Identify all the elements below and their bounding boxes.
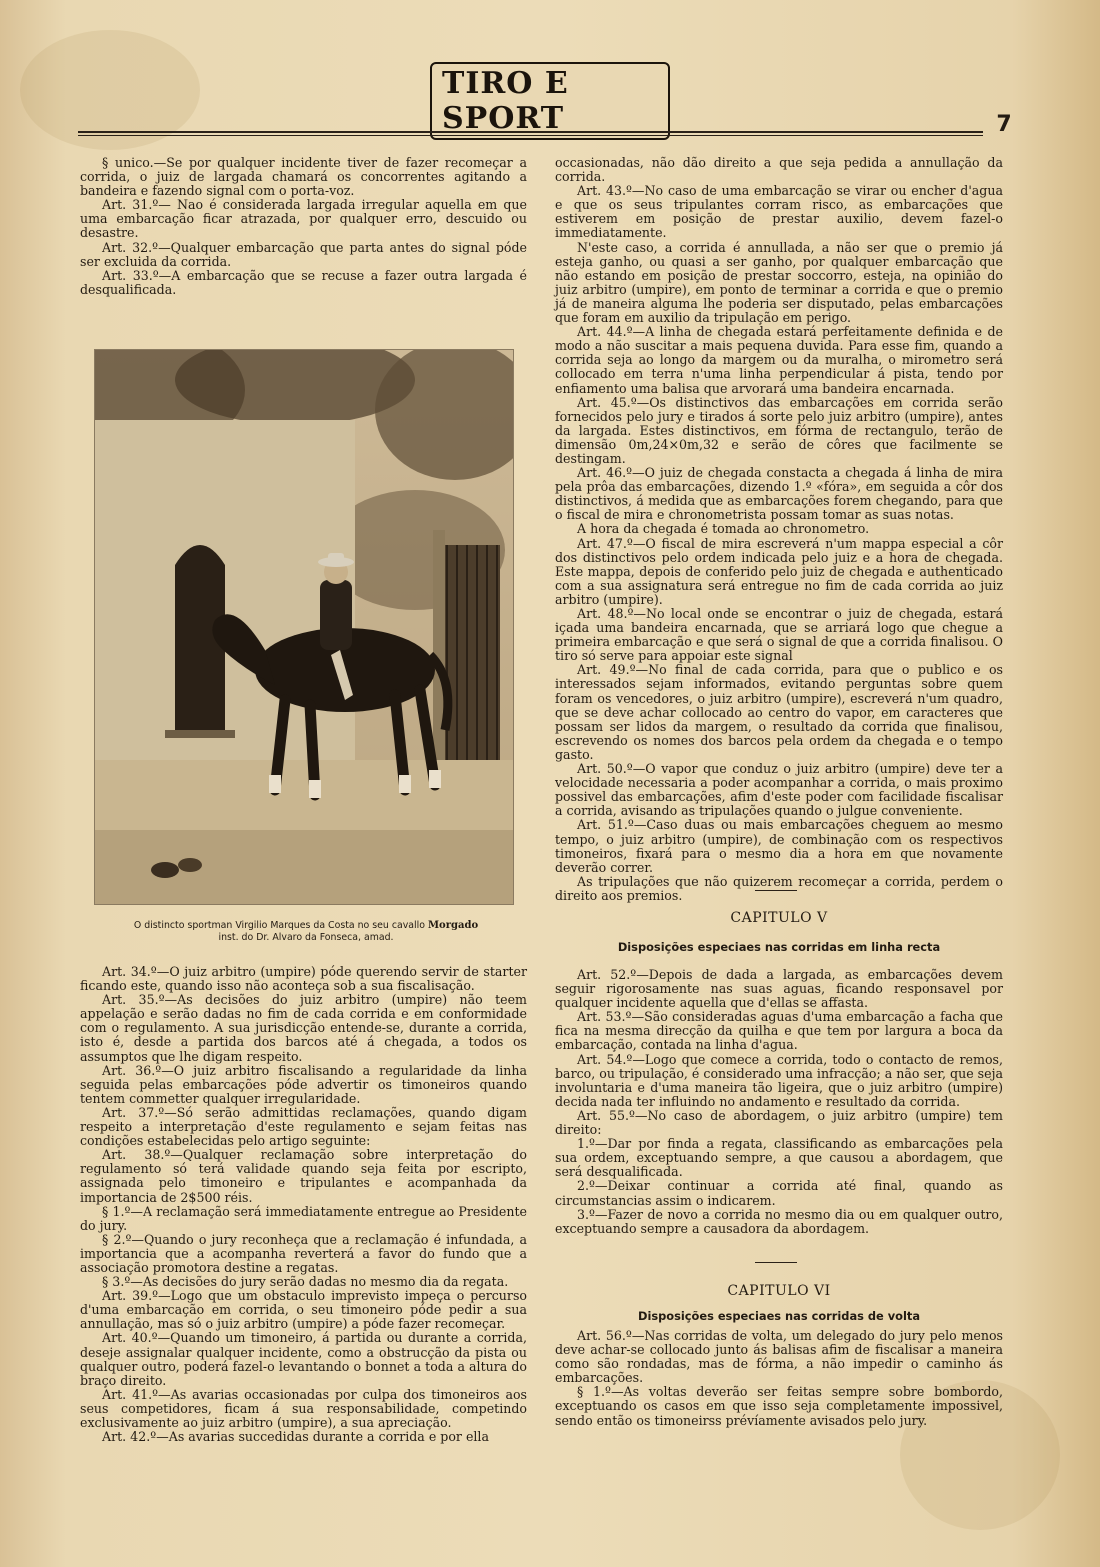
caption-horse-name: Morgado	[427, 920, 479, 931]
chapter-v-title: CAPITULO V	[730, 910, 828, 926]
right-column-middle	[555, 968, 1003, 1236]
paragraph: § unico.—Se por qualquer incidente tiver de fazer recomeçar a corrida, o juiz de largada chamará os concorrentes agitando a bandeira e fazendo signal com o porta-voz.	[80, 155, 527, 199]
photo-illustration	[95, 350, 513, 904]
paragraph: Art. 40.º—Quando um timoneiro, á partida ou durante a corrida, deseje assignalar qualquer incidente, como a obstrucção da pista ou qualquer outro, poderá fazel-o levantando o bonnet a toda a altura do braço direito.	[80, 1330, 527, 1388]
paragraph: Art. 50.º—O vapor que conduz o juiz arbitro (umpire) deve ter a velocidade necessaria a poder acompanhar a corrida, o mais proximo possivel das embarcações, afim d'este poder com facilidade fiscalisar a corrida, avisando as tripulações quando o julgue conveniente.	[555, 761, 1003, 819]
paragraph: § 2.º—Quando o jury reconheça que a reclamação é infundada, a importancia que a acompanha reverterá a favor do fundo que a associação promotora destine a regatas.	[80, 1231, 527, 1275]
paragraph: Art. 31.º— Nao é considerada largada irregular aquella em que uma embarcação ficar atrazada, por qualquer erro, descuido ou desastre.	[80, 197, 527, 241]
paragraph: occasionadas, não dão direito a que seja pedida a annullação da corrida.	[555, 155, 1003, 185]
paragraph: Art. 33.º—A embarcação que se recuse a fazer outra largada é desqualificada.	[80, 267, 527, 297]
paragraph: Art. 45.º—Os distinctivos das embarcações em corrida serão fornecidos pelo jury e tirados á sorte pelo juiz arbitro (umpire), antes da largada. Estes distinctivos, em fórma de rectangulo, terão de dimensão 0m,24×0m,32 e serão de côres que facilmente se destingam.	[555, 394, 1003, 466]
paragraph: Art. 41.º—As avarias occasionadas por culpa dos timoneiros aos seus competidores, ficam á sua responsabilidade, competindo exclusivamente ao juiz arbitro (umpire), a sua apreciação.	[80, 1386, 527, 1430]
left-column-bottom	[80, 965, 527, 1444]
paragraph: Art. 48.º—No local onde se encontrar o juiz de chegada, estará içada uma bandeira encarnada, que se arriará logo que chegue a primeira embarcação e que será o signal de que a corrida finalisou. O tiro só serve para appoiar este signal	[555, 606, 1003, 664]
paragraph: Art. 44.º—A linha de chegada estará perfeitamente definida e de modo a não suscitar a mais pequena duvida. Para esse fim, quando a corrida seja ao longo da margem ou da muralha, o mirometro será collocado em terra n'uma linha perpendicular á pista, tendo por enfiamento uma balisa que arvorará uma bandeira encarnada.	[555, 324, 1003, 396]
paragraph: Art. 47.º—O fiscal de mira escreverá n'um mappa especial a côr dos distinctivos pelo ordem indicada pelo juiz e a hora de chegada. Este mappa, depois de conferido pelo juiz de chegada e authenticado com a sua assignatura será entregue no fim de cada corrida ao juiz arbitro (umpire).	[555, 535, 1003, 607]
paragraph: Art. 37.º—Só serão admittidas reclamações, quando digam respeito a interpretação d'este regulamento e sejam feitas nas condições estabelecidas pelo artigo seguinte:	[80, 1104, 527, 1149]
paragraph: 1.º—Dar por finda a regata, classificando as embarcações pela sua ordem, exceptuando sempre, a que causou a abordagem, que será desqualificada.	[555, 1136, 1003, 1180]
paragraph: Art. 43.º—No caso de uma embarcação se virar ou encher d'agua e que os seus tripulantes corram risco, as embarcações que estiverem em posição de prestar auxilio, devem fazel-o immediatamente.	[555, 183, 1003, 241]
paragraph: A hora da chegada é tomada ao chronometro.	[577, 521, 870, 537]
paragraph: As tripulações que não quizerem recomeçar a corrida, perdem o direito aos premios.	[555, 873, 1003, 903]
header-rule	[78, 131, 983, 136]
paragraph: § 1.º—As voltas deverão ser feitas sempre sobre bombordo, exceptuando os casos em que isso seja completamente impossivel, sendo então os timoneirss prévíamente avisados pelo jury.	[555, 1384, 1003, 1428]
paragraph: 3.º—Fazer de novo a corrida no mesmo dia ou em qualquer outro, exceptuando sempre a causadora da abordagem.	[555, 1206, 1003, 1236]
chapter-v-subtitle: Disposições especiaes nas corridas em linha recta	[617, 940, 941, 954]
chapter-vi-subtitle: Disposições especiaes nas corridas de volta	[637, 1309, 921, 1323]
paragraph: Art. 34.º—O juiz arbitro (umpire) póde querendo servir de starter ficando este, quando isso não aconteça sob a sua fiscalisação.	[80, 964, 527, 994]
right-column-top	[555, 156, 1003, 903]
paragraph: Art. 36.º—O juiz arbitro fiscalisando a regularidade da linha seguida pelas embarcações póde advertir os timoneiros quando tentem commetter qualquer irregularidade.	[80, 1062, 527, 1106]
paragraph: Art. 42.º—As avarias succedidas durante a corrida e por ella	[102, 1429, 489, 1445]
paragraph: Art. 46.º—O juiz de chegada constacta a chegada á linha de mira pela prôa das embarcações, dizendo 1.º «fóra», em seguida a côr dos distinctivos, á medida que as embarcações forem chegando, para que o fiscal de mira e chronometrista possam tomar as suas notas.	[555, 465, 1003, 523]
paragraph: Art. 55.º—No caso de abordagem, o juiz arbitro (umpire) tem direito:	[555, 1107, 1003, 1138]
logo-text: TIRO E SPORT	[430, 62, 670, 140]
paragraph: Art. 52.º—Depois de dada a largada, as embarcações devem seguir rigorosamente nas suas aguas, ficando responsavel por qualquer incidente aquella que d'ellas se affasta.	[555, 967, 1003, 1011]
paragraph: Art. 39.º—Logo que um obstaculo imprevisto impeça o percurso d'uma embarcação em corrida, o seu timoneiro póde pedir a sua annullação, mas só o juiz arbitro (umpire) a póde fazer recomeçar.	[80, 1288, 527, 1332]
caption-text: O distincto sportman Virgilio Marques da Costa no seu cavallo	[133, 920, 425, 931]
paragraph: Art. 35.º—As decisões do juiz arbitro (umpire) não teem appelação e serão dadas no fim de cada corrida e em conformidade com o regulamento. A sua jurisdicção entende-se, durante a corrida, isto é, desde a partida dos barcos até á chegada, a todos os assumptos que lhe digam respeito.	[80, 992, 527, 1064]
photo-caption	[80, 920, 532, 944]
paragraph: Art. 49.º—No final de cada corrida, para que o publico e os interessados sejam informados, evitando perguntas sobre quem foram os vencedores, o juiz arbitro (umpire), escreverá n'um quadro, que se deve achar collocado ao centro do vapor, em caracteres que possam ser lidos da margem, o resultado da corrida que finalisou, escrevendo os nomes dos barcos pela ordem da chegada e o tempo gasto.	[555, 662, 1003, 762]
chapter-vi-title: CAPITULO VI	[727, 1283, 831, 1299]
paragraph: Art. 51.º—Caso duas ou mais embarcações cheguem ao mesmo tempo, o juiz arbitro (umpire), de combinação com os respectivos timoneiros, fixará para o mesmo dia a hora em que novamente deverão correr.	[555, 817, 1003, 875]
paragraph: Art. 56.º—Nas corridas de volta, um delegado do jury pelo menos deve achar-se collocado junto ás balisas afim de fiscalisar a maneira como são rondadas, mas de fórma, a não impedir o caminho ás embarcações.	[555, 1328, 1003, 1386]
section-divider	[755, 890, 797, 891]
paragraph: § 1.º—A reclamação será immediatamente entregue ao Presidente do jury.	[80, 1203, 527, 1233]
left-column-top	[80, 156, 527, 297]
paragraph: Art. 32.º—Qualquer embarcação que parta antes do signal póde ser excluida da corrida.	[80, 239, 527, 269]
paragraph: § 3.º—As decisões do jury serão dadas no mesmo dia da regata.	[102, 1274, 509, 1290]
paragraph: N'este caso, a corrida é annullada, a não ser que o premio já esteja ganho, ou quasi a ser ganho, por qualquer embarcação que não estando em posição de prestar soccorro, esteja, na opinião do juiz arbitro (umpire), em ponto de terminar a corrida e que o premio já de maneira alguma lhe poderia ser disputado, pelas embarcações que foram em auxilio da tripulação em perigo.	[555, 239, 1003, 326]
section-divider	[755, 1262, 797, 1263]
horse-rider-photo	[94, 349, 514, 905]
page-number: 7	[996, 112, 1012, 137]
paragraph: Art. 53.º—São consideradas aguas d'uma embarcação a facha que fica na mesma direcção da quilha e que tem por largura a boca da embarcação, contada na linha d'agua.	[555, 1009, 1003, 1053]
paragraph: Art. 54.º—Logo que comece a corrida, todo o contacto de remos, barco, ou tripulação, é considerado uma infracção; a não ser, que seja involuntaria e d'uma maneira tão ligeira, que o juiz arbitro (umpire) decida nada ter influindo no andamento e resultado da corrida.	[555, 1051, 1003, 1109]
caption-credit: inst. do Dr. Alvaro da Fonseca, amad.	[218, 932, 394, 943]
paragraph: 2.º—Deixar continuar a corrida até final, quando as circumstancias assim o indicarem.	[555, 1178, 1003, 1208]
masthead-logo	[430, 66, 670, 136]
right-column-bottom	[555, 1329, 1003, 1428]
paragraph: Art. 38.º—Qualquer reclamação sobre interpretação do regulamento só terá validade quando seja feita por escripto, assignada pelo timoneiro e tripulantes e acompanhada da importancia de 2$500 réis.	[80, 1147, 527, 1205]
